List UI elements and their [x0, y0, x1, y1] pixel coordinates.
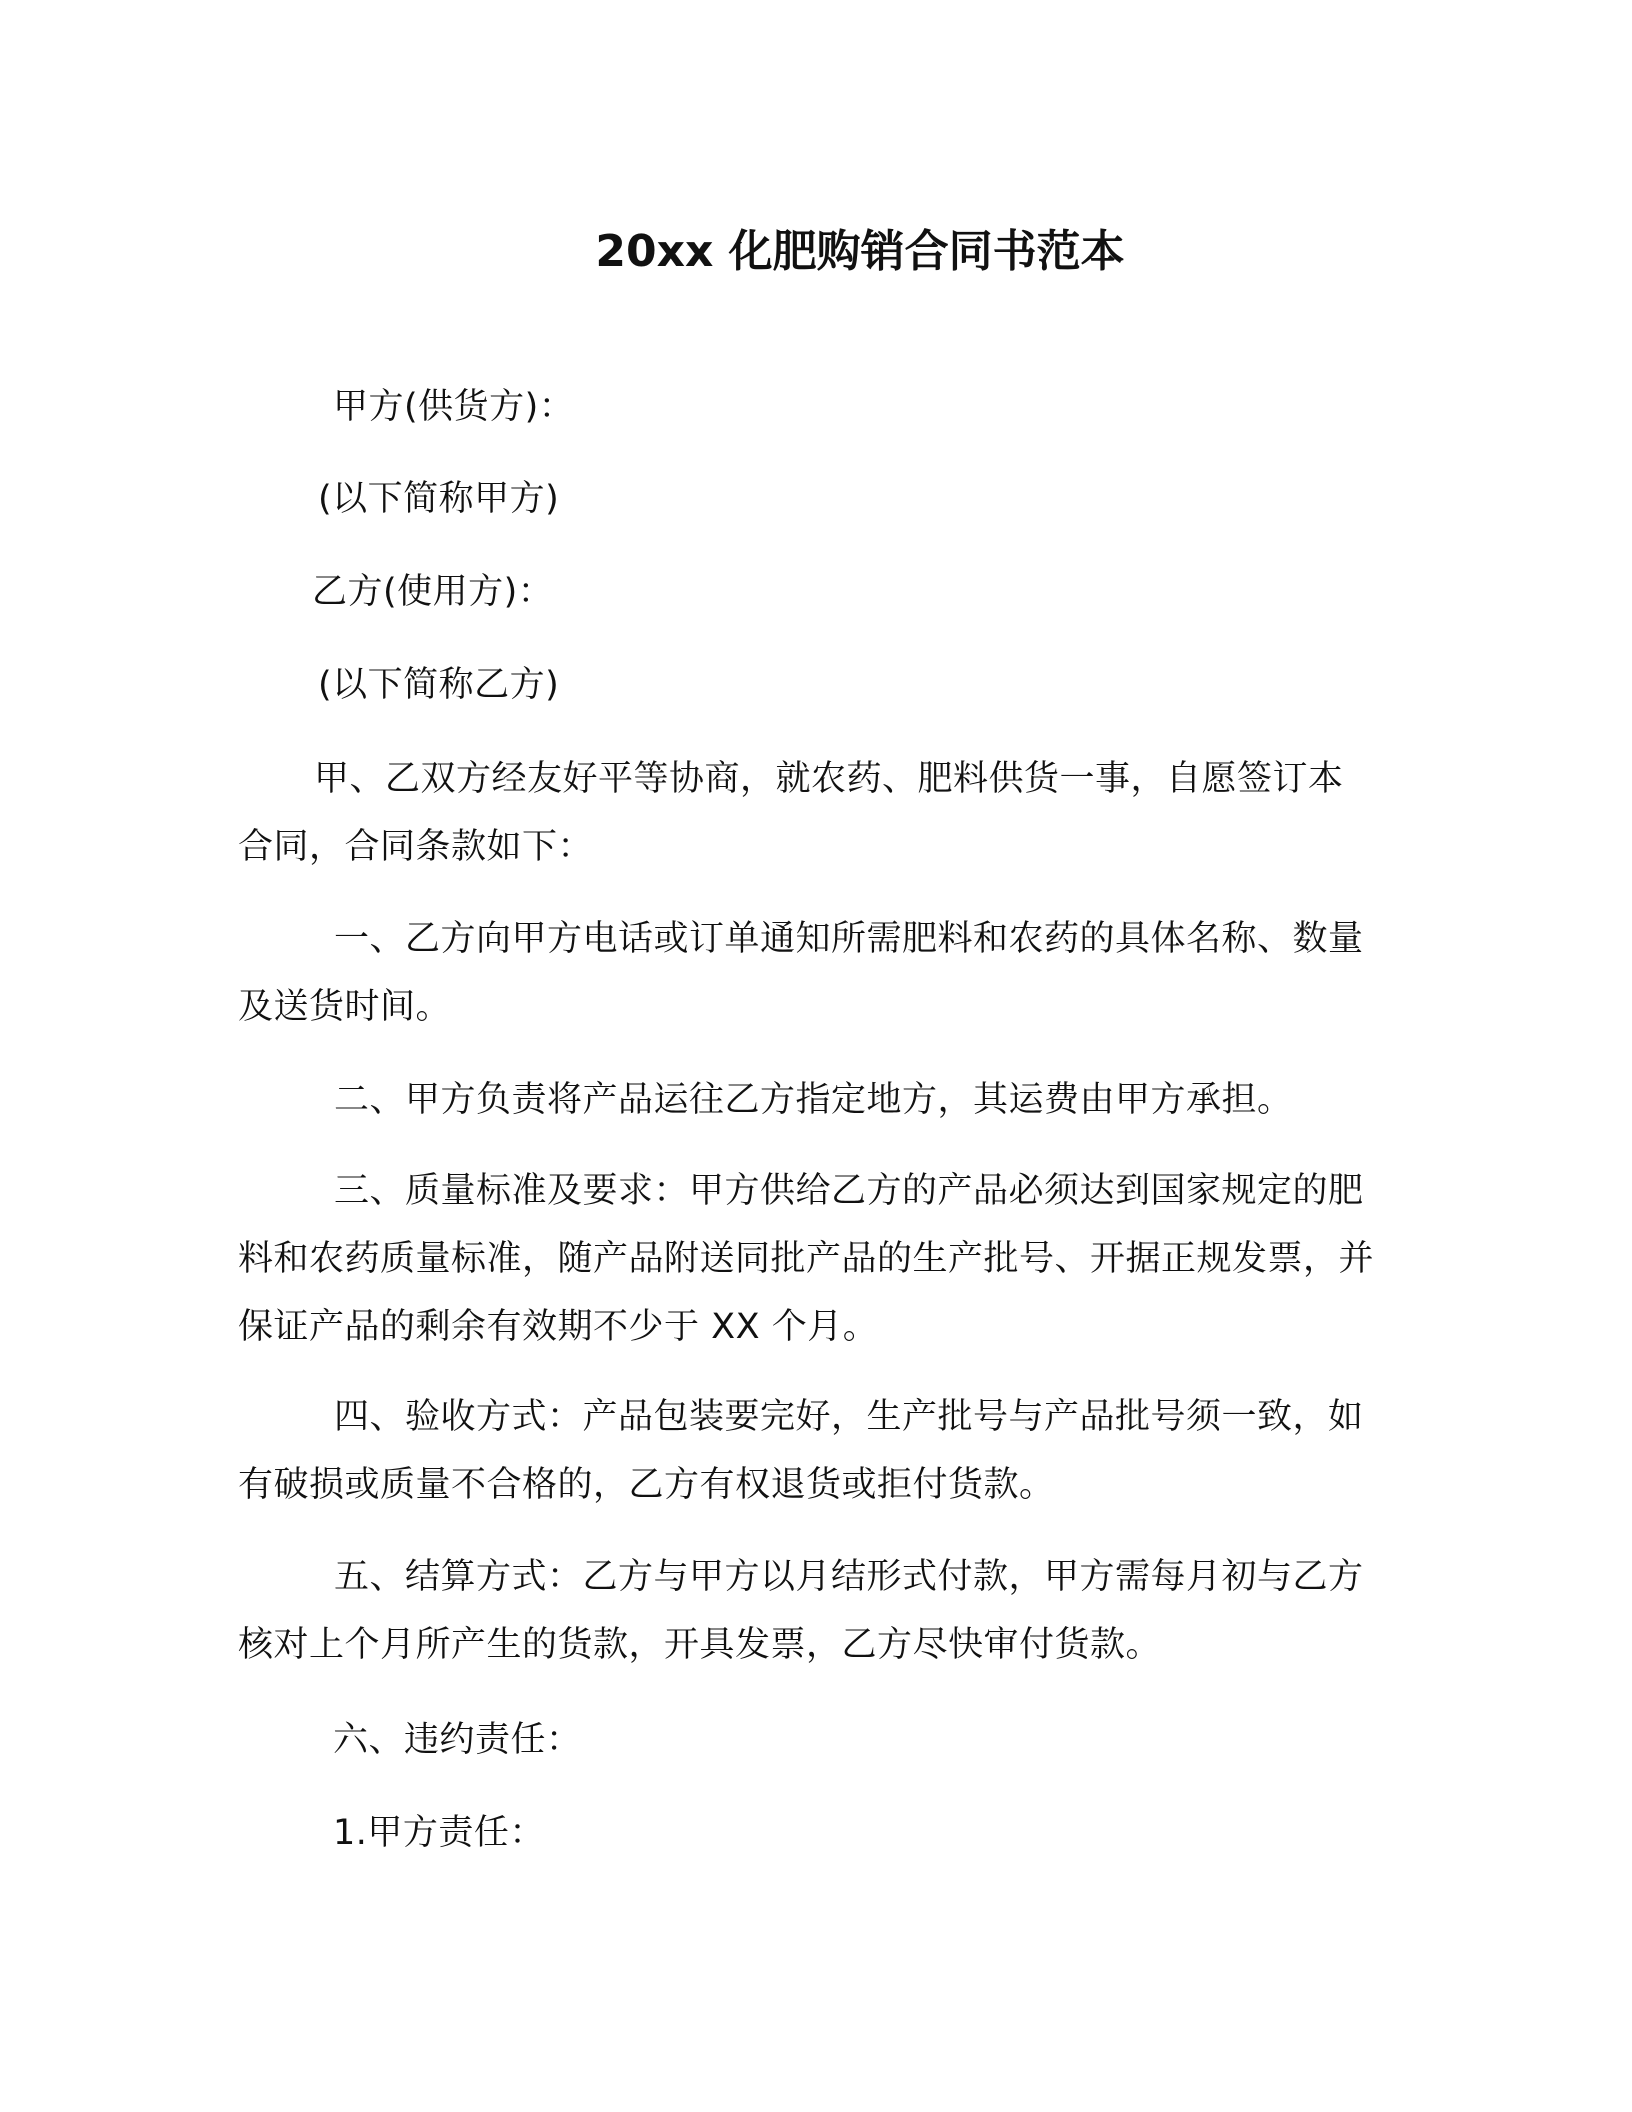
party-b-label: 乙方(使用方)：	[312, 572, 554, 612]
clause-5: 五、结算方式：乙方与甲方以月结形式付款，甲方需每月初与乙方核对上个月所产生的货款，开具发票，乙方尽快审付货款。	[238, 1557, 1364, 1665]
clause-2: 二、甲方负责将产品运往乙方指定地方，其运费由甲方承担。	[334, 1080, 1293, 1120]
clause-3: 三、质量标准及要求：甲方供给乙方的产品必须达到国家规定的肥料和农药质量标准，随产品附送同批产品的生产批号、开据正规发票，并保证产品的剩余有效期不少于 XX 个月。	[238, 1171, 1375, 1347]
clause-6-subitem-1: 1.甲方责任：	[333, 1813, 545, 1853]
party-b-abbreviation: (以下简称乙方)	[318, 665, 560, 705]
party-a-abbreviation: (以下简称甲方)	[318, 479, 560, 519]
document-title: 20xx 化肥购销合同书范本	[595, 226, 1125, 277]
party-a-label: 甲方(供货方)：	[333, 387, 575, 427]
clause-4: 四、验收方式：产品包装要完好，生产批号与产品批号须一致，如有破损或质量不合格的，乙方有权退货或拒付货款。	[238, 1397, 1364, 1505]
clause-1: 一、乙方向甲方电话或订单通知所需肥料和农药的具体名称、数量及送货时间。	[238, 919, 1364, 1027]
intro-paragraph: 甲、乙双方经友好平等协商，就农药、肥料供货一事，自愿签订本合同，合同条款如下：	[238, 759, 1344, 867]
clause-6-heading: 六、违约责任：	[333, 1720, 582, 1760]
